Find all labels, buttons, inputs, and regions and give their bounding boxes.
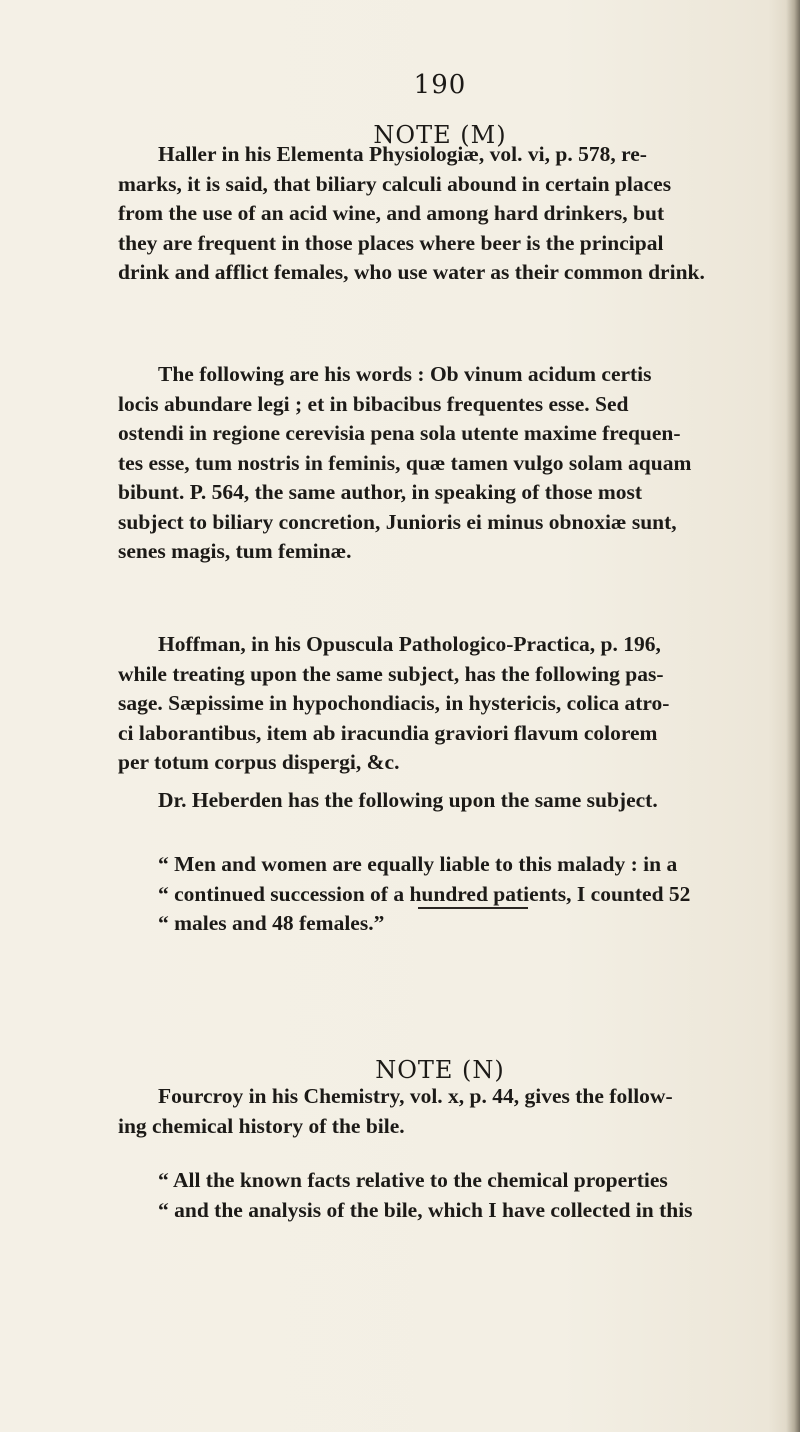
text-line: tes esse, tum nostris in feminis, quæ tamen vulgo solam aquam [118,450,692,475]
text-line: bibunt. P. 564, the same author, in speaking of those most [118,480,643,504]
text-line: subject to biliary concretion, Junioris ei minus obnoxiæ sunt, [118,509,677,534]
text-line: Haller in his Elementa Physiologiæ, vol. vi, p. 578, re- [158,142,647,166]
text-line: locis abundare legi ; et in bibacibus frequentes esse. Sed [118,391,629,416]
note-n-heading: NOTE (N) [375,1056,505,1084]
text-line: “ and the analysis of the bile, which I have collected in this [158,1197,693,1222]
note-m-paragraph-5-quote [118,850,766,939]
note-m-paragraph-1 [118,140,766,288]
text-line: ing chemical history of the bile. [118,1113,405,1138]
text-line: drink and afflict females, who use water as their common drink. [118,260,705,284]
text-line: from the use of an acid wine, and among hard drinkers, but [118,201,665,225]
page-number: 190 [413,70,467,100]
text-line: “ Men and women are equally liable to this malady : in a [158,852,678,876]
text-line: “ males and 48 females.” [158,911,385,935]
note-m-paragraph-3 [118,630,766,778]
text-line: while treating upon the same subject, has the following pas- [118,661,664,686]
text-line: Hoffman, in his Opuscula Pathologico-Practica, p. 196, [158,632,661,656]
text-line: sage. Sæpissime in hypochondiacis, in hystericis, colica atro- [118,691,670,715]
text-line: Fourcroy in his Chemistry, vol. x, p. 44, gives the follow- [158,1084,673,1108]
note-m-heading: NOTE (M) [373,121,507,149]
text-line: per totum corpus dispergi, &c. [118,750,400,774]
text-line: senes magis, tum feminæ. [118,539,352,563]
text-line: ci laborantibus, item ab iracundia graviori flavum colorem [118,720,658,745]
note-m-paragraph-4 [118,786,766,816]
note-n-paragraph-2-quote [118,1166,766,1225]
text-line: Dr. Heberden has the following upon the same subject. [158,788,658,812]
text-line: marks, it is said, that biliary calculi abound in certain places [118,171,672,196]
text-line: ostendi in regione cerevisia pena sola utente maxime frequen- [118,421,681,445]
text-line: “ continued succession of a hundred patients, I counted 52 [158,881,691,906]
text-line: they are frequent in those places where beer is the principal [118,230,664,255]
note-n-paragraph-1 [118,1082,766,1141]
page-edge-shadow [786,0,800,1432]
text-line: “ All the known facts relative to the chemical properties [158,1168,668,1192]
text-line: The following are his words : Ob vinum acidum certis [158,362,652,386]
section-divider [418,907,528,909]
note-m-paragraph-2 [118,360,766,567]
